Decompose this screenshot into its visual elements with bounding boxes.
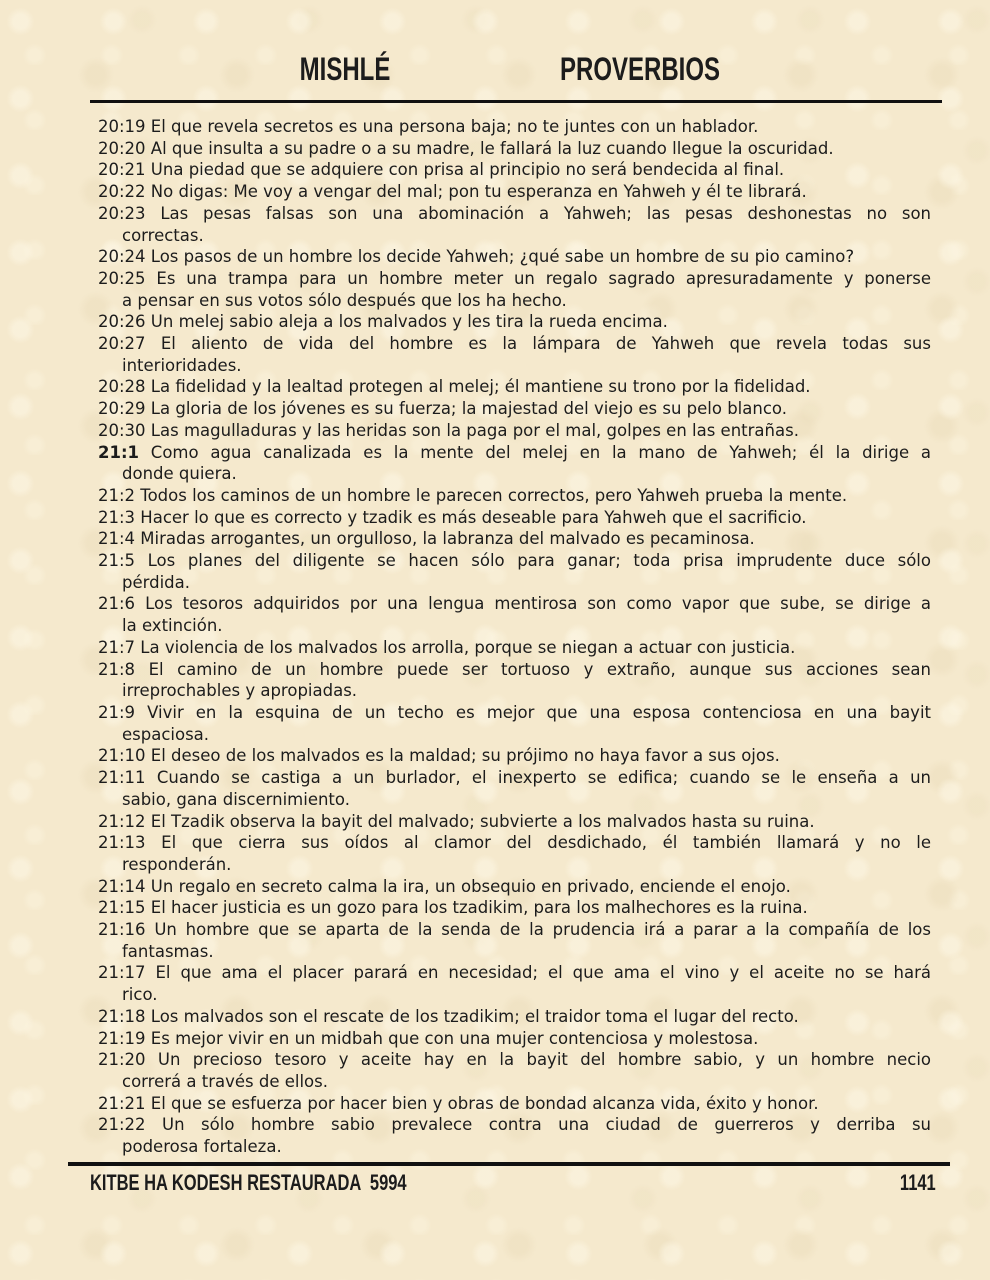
- verse: [98, 1093, 931, 1115]
- verse-number: 21:22: [98, 1115, 146, 1135]
- verse-number: 20:29: [98, 399, 146, 419]
- verse: [98, 333, 931, 376]
- verse-number: 20:28: [98, 377, 146, 397]
- verse: [98, 832, 931, 875]
- verse-line-first: 21:11 Cuando se castiga a un burlador, el inexperto se edifica; cuando se le enseña a un: [98, 768, 931, 788]
- verse-line-first: 20:23 Las pesas falsas son una abominación a Yahweh; las pesas deshonestas no son: [98, 203, 931, 223]
- verse: [98, 767, 931, 810]
- footer-divider-rule: [68, 1162, 950, 1166]
- verse-line-first: 21:7 La violencia de los malvados los arrolla, porque se niegan a actuar con justicia.: [98, 637, 796, 657]
- verse-line-first: 20:20 Al que insulta a su padre o a su madre, le fallará la luz cuando llegue la oscuridad.: [98, 138, 834, 158]
- verse-line-first: 21:12 El Tzadik observa la bayit del malvado; subvierte a los malvados hasta su ruina.: [98, 811, 815, 831]
- verse-number: 21:15: [98, 898, 146, 918]
- verse-number: 21:12: [98, 811, 146, 831]
- verse-number: 20:21: [98, 160, 146, 180]
- verse: [98, 811, 931, 833]
- verse-line-first: 21:3 Hacer lo que es correcto y tzadik es más deseable para Yahweh que el sacrificio.: [98, 507, 807, 527]
- verse: [98, 876, 931, 898]
- verse-line-first: 21:18 Los malvados son el rescate de los tzadikim; el traidor toma el lugar del recto.: [98, 1006, 799, 1026]
- verse-line-first: 20:24 Los pasos de un hombre los decide Yahweh; ¿qué sabe un hombre de su pio camino?: [98, 247, 855, 267]
- verse-line-continuation: poderosa fortaleza.: [122, 1137, 282, 1157]
- header-title-hebrew: MISHLÉ: [299, 51, 391, 87]
- verse-number: 21:19: [98, 1028, 146, 1048]
- verse-line-first: 20:28 La fidelidad y la lealtad protegen al melej; él mantiene su trono por la fidelidad.: [98, 377, 811, 397]
- verse: [98, 116, 931, 138]
- verse-line-first: 21:6 Los tesoros adquiridos por una lengua mentirosa son como vapor que sube, se dirige a: [98, 594, 931, 614]
- verse-line-first: 21:9 Vivir en la esquina de un techo es mejor que una esposa contenciosa en una bayit: [98, 702, 931, 722]
- page-header-right: [533, 53, 746, 85]
- verse-line-first: 20:26 Un melej sabio aleja a los malvados y les tira la rueda encima.: [98, 312, 668, 332]
- verse-line-first: 20:22 No digas: Me voy a vengar del mal; pon tu esperanza en Yahweh y él te librará.: [98, 182, 807, 202]
- verse-line-first: 21:10 El deseo de los malvados es la maldad; su prójimo no haya favor a sus ojos.: [98, 746, 780, 766]
- verse-line-first: 21:17 El que ama el placer parará en necesidad; el que ama el vino y el aceite no se hará: [98, 963, 931, 983]
- verse: [98, 268, 931, 311]
- verse: [98, 181, 931, 203]
- verse-line-first: 21:19 Es mejor vivir en un midbah que con una mujer contenciosa y molestosa.: [98, 1028, 759, 1048]
- page-footer: [90, 1171, 936, 1195]
- verse-line-first: 20:29 La gloria de los jóvenes es su fuerza; la majestad del viejo es su pelo blanco.: [98, 399, 787, 419]
- verse-number: 20:24: [98, 247, 146, 267]
- verse: [98, 659, 931, 702]
- verse: [98, 897, 931, 919]
- verse-number: 20:20: [98, 138, 146, 158]
- verse-line-continuation: a pensar en sus votos sólo después que los ha hecho.: [122, 290, 567, 310]
- footer-page-number: 1141: [900, 1170, 936, 1195]
- verse: [98, 550, 931, 593]
- verse-number: 20:22: [98, 182, 146, 202]
- verse-number: 21:21: [98, 1093, 146, 1113]
- verse-line-first: 20:30 Las magulladuras y las heridas son la paga por el mal, golpes en las entrañas.: [98, 420, 799, 440]
- verse-number: 21:1: [98, 442, 140, 462]
- verse-line-first: 20:27 El aliento de vida del hombre es la lámpara de Yahweh que revela todas sus: [98, 334, 931, 354]
- verse-line-continuation: pérdida.: [122, 572, 191, 592]
- verse-line-first: 21:5 Los planes del diligente se hacen sólo para ganar; toda prisa imprudente duce sólo: [98, 551, 931, 571]
- verse-number: 21:18: [98, 1006, 146, 1026]
- verse-line-first: 21:4 Miradas arrogantes, un orgulloso, la labranza del malvado es pecaminosa.: [98, 529, 755, 549]
- verse-number: 21:5: [98, 551, 136, 571]
- verse-line-first: 20:21 Una piedad que se adquiere con prisa al principio no será bendecida al final.: [98, 160, 785, 180]
- verse-line-continuation: la extinción.: [122, 616, 223, 636]
- verse: [98, 919, 931, 962]
- verse: [98, 246, 931, 268]
- verse-number: 20:23: [98, 203, 146, 223]
- verse-number: 20:27: [98, 334, 146, 354]
- verse-number: 21:16: [98, 920, 146, 940]
- verse-number: 20:30: [98, 420, 146, 440]
- header-divider-rule: [90, 100, 942, 103]
- header-title-spanish: PROVERBIOS: [559, 51, 721, 87]
- verse: [98, 203, 931, 246]
- verse: [98, 1049, 931, 1092]
- verse: [98, 637, 931, 659]
- verse-line-first: 21:13 El que cierra sus oídos al clamor del desdichado, él también llamará y no le: [98, 833, 931, 853]
- verse-number: 21:20: [98, 1050, 146, 1070]
- verse-number: 21:6: [98, 594, 136, 614]
- verse: [98, 745, 931, 767]
- verse-line-first: 21:20 Un precioso tesoro y aceite hay en la bayit del hombre sabio, y un hombre necio: [98, 1050, 931, 1070]
- verse: [98, 962, 931, 1005]
- verse-line-continuation: sabio, gana discernimiento.: [122, 789, 350, 809]
- verse-number: 21:4: [98, 529, 136, 549]
- verse-line-first: 21:1 Como agua canalizada es la mente del melej en la mano de Yahweh; él la dirige a: [98, 442, 931, 462]
- verse-number: 21:10: [98, 746, 146, 766]
- page-header-left: [285, 53, 406, 85]
- verse-number: 20:25: [98, 268, 146, 288]
- verse-line-continuation: correctas.: [122, 225, 204, 245]
- verse-line-first: 21:14 Un regalo en secreto calma la ira, un obsequio en privado, enciende el enojo.: [98, 876, 791, 896]
- verse-line-first: 21:8 El camino de un hombre puede ser tortuoso y extraño, aunque sus acciones sean: [98, 659, 931, 679]
- verse-number: 21:13: [98, 833, 146, 853]
- verse: [98, 702, 931, 745]
- verse: [98, 593, 931, 636]
- verse-number: 21:9: [98, 702, 136, 722]
- verse-line-first: 21:22 Un sólo hombre sabio prevalece contra una ciudad de guerreros y derriba su: [98, 1115, 931, 1135]
- verse: [98, 528, 931, 550]
- verse-line-continuation: responderán.: [122, 854, 232, 874]
- verse-line-continuation: donde quiera.: [122, 464, 237, 484]
- verse-line-first: 20:25 Es una trampa para un hombre meter un regalo sagrado apresuradamente y ponerse: [98, 268, 931, 288]
- verse: [98, 420, 931, 442]
- verse-number: 20:26: [98, 312, 146, 332]
- verse-line-continuation: rico.: [122, 985, 158, 1005]
- verse: [98, 1114, 931, 1157]
- verse-number: 21:17: [98, 963, 146, 983]
- verse: [98, 485, 931, 507]
- verse-line-first: 21:16 Un hombre que se aparta de la senda de la prudencia irá a parar a la compañía de los: [98, 920, 931, 940]
- verse-line-continuation: correrá a través de ellos.: [122, 1071, 328, 1091]
- verse-line-continuation: irreprochables y apropiadas.: [122, 681, 358, 701]
- verse: [98, 507, 931, 529]
- verse-list: [98, 116, 931, 1158]
- verse-number: 21:7: [98, 637, 136, 657]
- verse: [98, 1006, 931, 1028]
- verse: [98, 159, 931, 181]
- verse: [98, 442, 931, 485]
- verse-line-first: 21:21 El que se esfuerza por hacer bien y obras de bondad alcanza vida, éxito y honor.: [98, 1093, 819, 1113]
- verse-number: 20:19: [98, 117, 146, 136]
- verse-line-first: 20:19 El que revela secretos es una persona baja; no te juntes con un hablador.: [98, 117, 759, 136]
- verse-line-continuation: interioridades.: [122, 355, 242, 375]
- verse-number: 21:14: [98, 876, 146, 896]
- verse-number: 21:11: [98, 768, 146, 788]
- verse: [98, 1028, 931, 1050]
- verse-line-first: 21:15 El hacer justicia es un gozo para los tzadikim, para los malhechores es la ruina.: [98, 898, 808, 918]
- verse-line-continuation: espaciosa.: [122, 724, 210, 744]
- verse: [98, 311, 931, 333]
- verse-line-first: 21:2 Todos los caminos de un hombre le parecen correctos, pero Yahweh prueba la mente.: [98, 485, 848, 505]
- verse-number: 21:8: [98, 659, 136, 679]
- verse: [98, 398, 931, 420]
- verse: [98, 138, 931, 160]
- verse: [98, 376, 931, 398]
- verse-line-continuation: fantasmas.: [122, 941, 214, 961]
- verse-number: 21:3: [98, 507, 136, 527]
- footer-book-label: KITBE HA KODESH RESTAURADA 5994: [90, 1170, 407, 1195]
- verse-number: 21:2: [98, 485, 136, 505]
